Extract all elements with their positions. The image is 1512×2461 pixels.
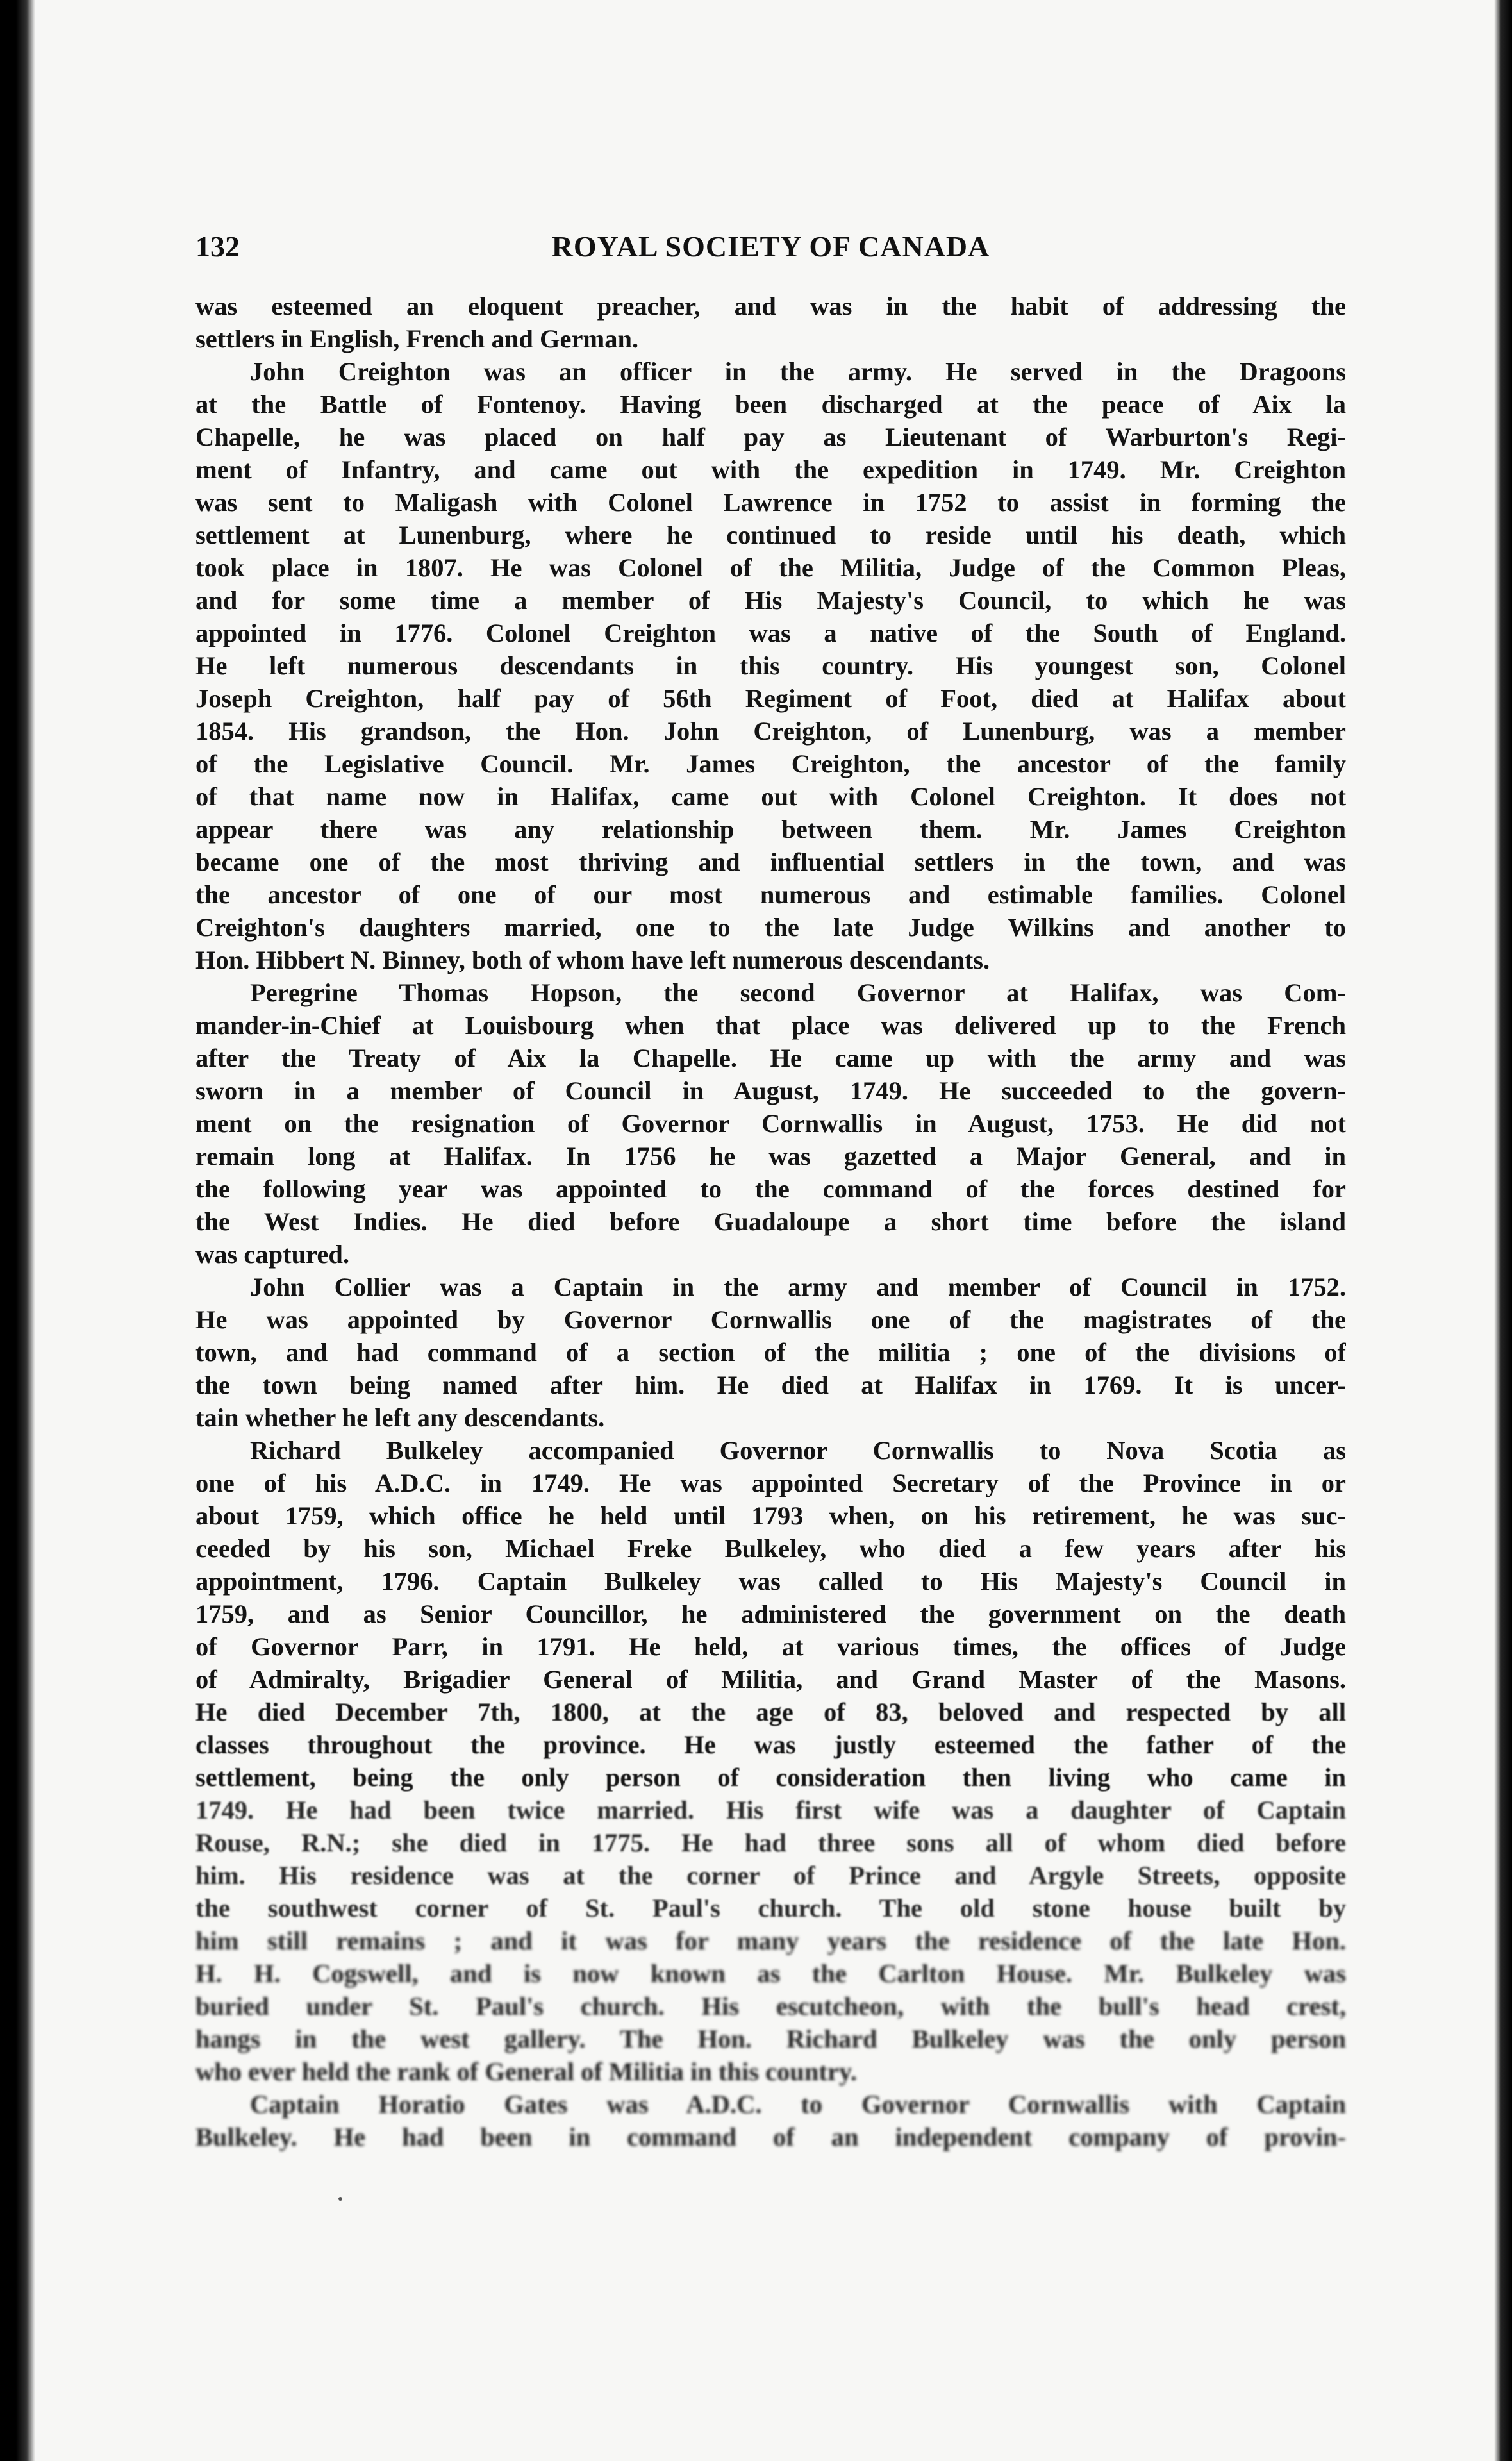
text-line: mander-in-Chief at Louisbourg when that place was delivered up to the French	[195, 1011, 1346, 1040]
text-line: ment of Infantry, and came out with the expedition in 1749. Mr. Creighton	[195, 455, 1346, 484]
running-head: ROYAL SOCIETY OF CANADA	[551, 230, 990, 263]
scan-right-border	[1494, 0, 1512, 2461]
text-line: the southwest corner of St. Paul's church. The old stone house built by	[195, 1894, 1346, 1923]
text-line: who ever held the rank of General of Militia in this country.	[195, 2057, 857, 2086]
body-text	[195, 290, 1346, 2153]
text-line: Bulkeley. He had been in command of an independent company of provin-	[195, 2123, 1346, 2151]
text-line: settlers in English, French and German.	[195, 324, 639, 353]
text-line: of Admiralty, Brigadier General of Militia, and Grand Master of the Masons.	[195, 1665, 1346, 1694]
text-line: was sent to Maligash with Colonel Lawrence in 1752 to assist in forming the	[195, 488, 1346, 517]
text-line: sworn in a member of Council in August, 1749. He succeeded to the govern-	[195, 1076, 1346, 1105]
text-line: Peregrine Thomas Hopson, the second Governor at Halifax, was Com-	[250, 978, 1346, 1007]
scan-left-border	[0, 0, 35, 2461]
text-line: town, and had command of a section of the militia ; one of the divisions of	[195, 1338, 1346, 1367]
text-line: was esteemed an eloquent preacher, and was in the habit of addressing the	[195, 292, 1346, 321]
text-line: appointment, 1796. Captain Bulkeley was called to His Majesty's Council in	[195, 1567, 1346, 1596]
text-line: after the Treaty of Aix la Chapelle. He came up with the army and was	[195, 1044, 1346, 1072]
text-line: Richard Bulkeley accompanied Governor Cornwallis to Nova Scotia as	[250, 1436, 1346, 1465]
text-line: remain long at Halifax. In 1756 he was gazetted a Major General, and in	[195, 1142, 1346, 1171]
text-line: the ancestor of one of our most numerous and estimable families. Colonel	[195, 880, 1346, 909]
text-line: Chapelle, he was placed on half pay as Lieutenant of Warburton's Regi-	[195, 422, 1346, 451]
text-line: H. H. Cogswell, and is now known as the Carlton House. Mr. Bulkeley was	[195, 1959, 1346, 1988]
text-line: hangs in the west gallery. The Hon. Richard Bulkeley was the only person	[195, 2024, 1346, 2053]
text-line: one of his A.D.C. in 1749. He was appointed Secretary of the Province in or	[195, 1469, 1346, 1497]
text-line: appear there was any relationship between them. Mr. James Creighton	[195, 815, 1346, 844]
text-line: settlement, being the only person of consideration then living who came in	[195, 1763, 1346, 1792]
text-line: became one of the most thriving and influential settlers in the town, and was	[195, 847, 1346, 876]
text-line: Rouse, R.N.; she died in 1775. He had three sons all of whom died before	[195, 1828, 1346, 1857]
text-line: Captain Horatio Gates was A.D.C. to Governor Cornwallis with Captain	[250, 2090, 1346, 2119]
text-line: He died December 7th, 1800, at the age of 83, beloved and respected by all	[195, 1698, 1346, 1726]
text-line: He was appointed by Governor Cornwallis one of the magistrates of the	[195, 1305, 1346, 1334]
text-line: settlement at Lunenburg, where he continued to reside until his death, which	[195, 521, 1346, 549]
text-line: about 1759, which office he held until 1793 when, on his retirement, he was suc-	[195, 1501, 1346, 1530]
text-line: at the Battle of Fontenoy. Having been discharged at the peace of Aix la	[195, 390, 1346, 419]
text-line: of Governor Parr, in 1791. He held, at various times, the offices of Judge	[195, 1632, 1346, 1661]
text-line: him still remains ; and it was for many years the residence of the late Hon.	[195, 1926, 1346, 1955]
text-line: and for some time a member of His Majesty's Council, to which he was	[195, 586, 1346, 615]
text-line: took place in 1807. He was Colonel of the Militia, Judge of the Common Pleas,	[195, 553, 1346, 582]
text-line: appointed in 1776. Colonel Creighton was a native of the South of England.	[195, 619, 1346, 647]
page-number: 132	[195, 230, 240, 263]
text-line: him. His residence was at the corner of Prince and Argyle Streets, opposite	[195, 1861, 1346, 1890]
text-line: the West Indies. He died before Guadaloupe a short time before the island	[195, 1207, 1346, 1236]
text-line: ment on the resignation of Governor Cornwallis in August, 1753. He did not	[195, 1109, 1346, 1138]
text-line: John Creighton was an officer in the army. He served in the Dragoons	[250, 357, 1346, 386]
text-line: 1759, and as Senior Councillor, he administered the government on the death	[195, 1599, 1346, 1628]
scan-speck	[338, 2197, 342, 2201]
text-line: 1854. His grandson, the Hon. John Creighton, of Lunenburg, was a member	[195, 717, 1346, 746]
text-line: of that name now in Halifax, came out with Colonel Creighton. It does not	[195, 782, 1346, 811]
text-line: Joseph Creighton, half pay of 56th Regiment of Foot, died at Halifax about	[195, 684, 1346, 713]
text-line: classes throughout the province. He was justly esteemed the father of the	[195, 1730, 1346, 1759]
text-line: was captured.	[195, 1240, 350, 1269]
text-line: Creighton's daughters married, one to the late Judge Wilkins and another to	[195, 913, 1346, 942]
text-line: the town being named after him. He died at Halifax in 1769. It is uncer-	[195, 1371, 1346, 1399]
text-line: ceeded by his son, Michael Freke Bulkeley, who died a few years after his	[195, 1534, 1346, 1563]
page-header	[195, 229, 1346, 268]
text-line: tain whether he left any descendants.	[195, 1403, 605, 1432]
text-line: buried under St. Paul's church. His escutcheon, with the bull's head crest,	[195, 1992, 1346, 2021]
text-line: Hon. Hibbert N. Binney, both of whom have left numerous descendants.	[195, 946, 990, 974]
text-line: John Collier was a Captain in the army and member of Council in 1752.	[250, 1272, 1346, 1301]
text-line: 1749. He had been twice married. His first wife was a daughter of Captain	[195, 1796, 1346, 1824]
text-line: the following year was appointed to the command of the forces destined for	[195, 1174, 1346, 1203]
text-line: of the Legislative Council. Mr. James Creighton, the ancestor of the family	[195, 749, 1346, 778]
text-line: He left numerous descendants in this country. His youngest son, Colonel	[195, 651, 1346, 680]
